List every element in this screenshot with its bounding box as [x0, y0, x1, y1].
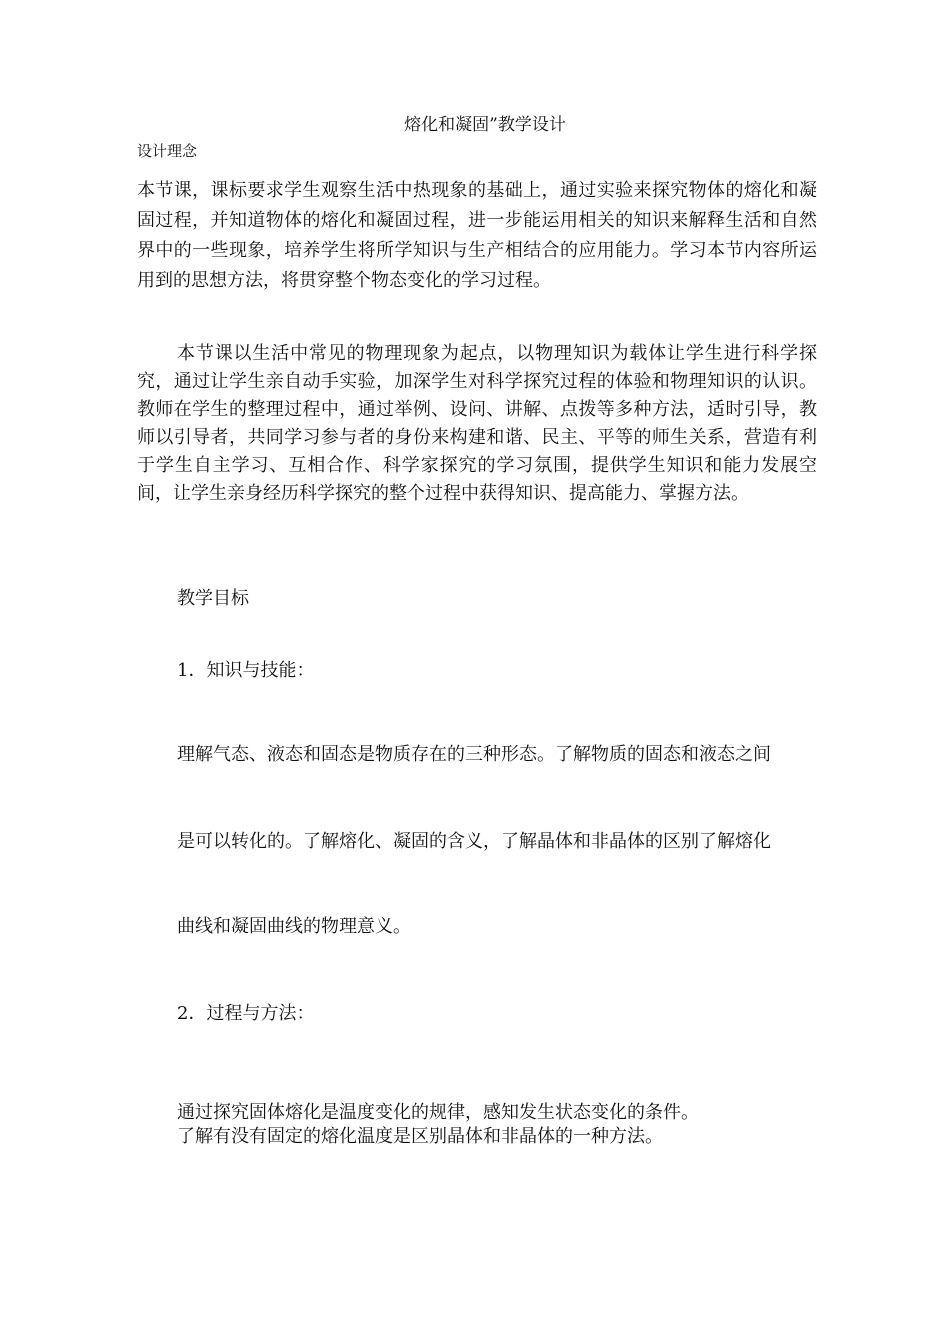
section-heading-goals: 教学目标: [177, 588, 249, 609]
goal-2-line-1: 通过探究固体熔化是温度变化的规律，感知发生状态变化的条件。: [177, 1102, 699, 1123]
goal-1-line-1: 理解气态、液态和固态是物质存在的三种形态。了解物质的固态和液态之间: [177, 744, 771, 765]
goal-2-line-2: 了解有没有固定的熔化温度是区别晶体和非晶体的一种方法。: [177, 1126, 663, 1147]
paragraph-intro: 本节课，课标要求学生观察生活中热现象的基础上，通过实验来探究物体的熔化和凝固过程，并知道物体的熔化和凝固过程，进一步能运用相关的知识来解释生活和自然界中的一些现象，培养学生将所学知识与生产相结合的应用能力。学习本节内容所运用到的思想方法，将贯穿整个物态变化的学习过程。: [137, 180, 817, 291]
goal-2-heading: 2．过程与方法：: [177, 1003, 315, 1024]
goal-1-line-2: 是可以转化的。了解熔化、凝固的含义，了解晶体和非晶体的区别了解熔化: [177, 831, 771, 852]
document-title: 熔化和凝固”教学设计: [404, 115, 566, 135]
goal-1-line-3: 曲线和凝固曲线的物理意义。: [177, 916, 411, 937]
goal-1-heading: 1．知识与技能：: [177, 660, 315, 681]
section-heading-design-idea: 设计理念: [137, 142, 198, 160]
paragraph-approach: 本节课以生活中常见的物理现象为起点，以物理知识为载体让学生进行科学探究，通过让学生亲自动手实验，加深学生对科学探究过程的体验和物理知识的认识。教师在学生的整理过程中，通过举例、设问、讲解、点拨等多种方法，适时引导，教师以引导者，共同学习参与者的身份来构建和谐、民主、平等的师生关系，营造有利于学生自主学习、互相合作、科学家探究的学习氛围，提供学生知识和能力发展空间，让学生亲身经历科学探究的整个过程中获得知识、提高能力、掌握方法。: [137, 343, 817, 504]
